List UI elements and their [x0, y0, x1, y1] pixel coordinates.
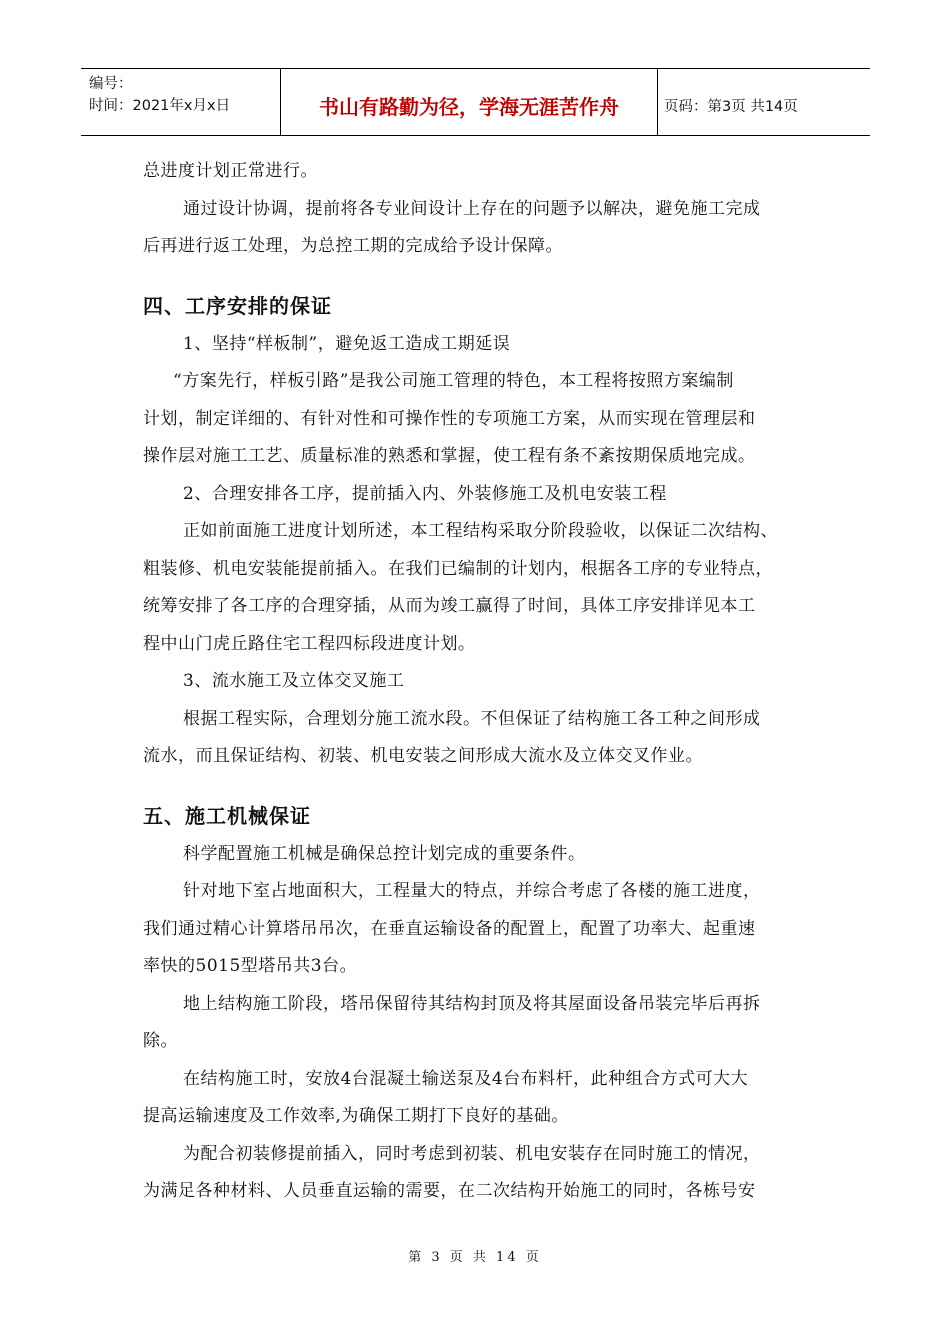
- body-line: 程中山门虎丘路住宅工程四标段进度计划。: [143, 633, 476, 654]
- subheading: 3、流水施工及立体交叉施工: [183, 671, 405, 691]
- header-page-info: 页码：第3页 共14页: [664, 98, 798, 115]
- subheading: 2、合理安排各工序，提前插入内、外装修施工及机电安装工程: [183, 483, 667, 504]
- body-line: 后再进行返工处理，为总控工期的完成给予设计保障。: [143, 236, 563, 256]
- header-time: 时间：2021年x月x日: [89, 98, 231, 114]
- body-line: 总进度计划正常进行。: [143, 161, 318, 181]
- body-line: 提高运输速度及工作效率,为确保工期打下良好的基础。: [143, 1106, 569, 1126]
- subheading: 1、坚持“样板制”，避免返工造成工期延误: [183, 333, 511, 354]
- header-motto: 书山有路勤为径，学海无涯苦作舟: [281, 69, 658, 135]
- body-line: 科学配置施工机械是确保总控计划完成的重要条件。: [183, 843, 586, 864]
- section-heading-4: 四、工序安排的保证: [143, 293, 332, 318]
- body-line: 率快的5015型塔吊共3台。: [143, 956, 358, 976]
- body-line: 为满足各种材料、人员垂直运输的需要，在二次结构开始施工的同时，各栋号安: [143, 1181, 756, 1201]
- body-line: 针对地下室占地面积大，工程量大的特点，并综合考虑了各楼的施工进度，: [183, 881, 761, 901]
- body-line: 粗装修、机电安装能提前插入。在我们已编制的计划内，根据各工序的专业特点，: [143, 558, 773, 579]
- page-footer: 第 3 页 共 14 页: [408, 1250, 542, 1265]
- body-line: 我们通过精心计算塔吊吊次，在垂直运输设备的配置上，配置了功率大、起重速: [143, 918, 756, 939]
- body-line: 统筹安排了各工序的合理穿插，从而为竣工赢得了时间，具体工序安排详见本工: [143, 596, 756, 616]
- body-line: 通过设计协调，提前将各专业间设计上存在的问题予以解决，避免施工完成: [183, 198, 761, 219]
- document-body: [143, 153, 825, 1211]
- body-line: 除。: [143, 1031, 178, 1051]
- body-line: 操作层对施工工艺、质量标准的熟悉和掌握，使工程有条不紊按期保质地完成。: [143, 446, 756, 466]
- body-line: 在结构施工时，安放4台混凝土输送泵及4台布料杆，此种组合方式可大大: [183, 1068, 749, 1089]
- body-line: 根据工程实际，合理划分施工流水段。不但保证了结构施工各工种之间形成: [183, 708, 761, 729]
- body-line: 为配合初装修提前插入，同时考虑到初装、机电安装存在同时施工的情况，: [183, 1143, 761, 1164]
- body-line: 地上结构施工阶段，塔吊保留待其结构封顶及将其屋面设备吊装完毕后再拆: [183, 993, 761, 1014]
- body-line: 流水，而且保证结构、初装、机电安装之间形成大流水及立体交叉作业。: [143, 746, 703, 766]
- page-header: [81, 68, 870, 136]
- body-line: 正如前面施工进度计划所述，本工程结构采取分阶段验收，以保证二次结构、: [183, 521, 778, 541]
- section-heading-5: 五、施工机械保证: [143, 803, 311, 828]
- body-line: 计划，制定详细的、有针对性和可操作性的专项施工方案，从而实现在管理层和: [143, 408, 756, 429]
- header-number: 编号：: [89, 76, 133, 92]
- body-line: “方案先行，样板引路”是我公司施工管理的特色，本工程将按照方案编制: [173, 371, 734, 391]
- header-meta: [81, 69, 281, 135]
